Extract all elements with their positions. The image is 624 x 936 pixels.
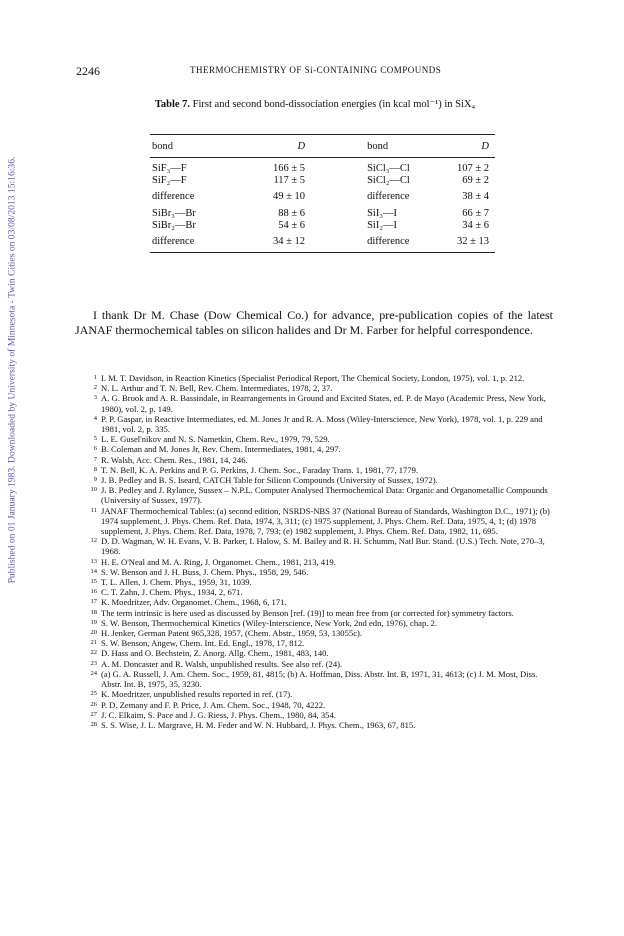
running-title: THERMOCHEMISTRY OF Si-CONTAINING COMPOUNDS [190,65,442,75]
table-row [150,204,495,220]
table-cell: SiCl₃—Cl [367,163,410,174]
reference-number: 26 [90,700,97,708]
reference-text: S. W. Benson, Angew, Chem. Int. Ed. Engl., 1978, 17, 812. [101,638,305,649]
table-row [150,175,495,187]
table-cell: 38 ± 4 [462,191,489,203]
reference-number: 19 [90,618,97,626]
table-cell: SiBr₂—Br [152,219,196,231]
page-number: 2246 [76,64,100,78]
reference-item [75,669,553,689]
reference-text: A. G. Brook and A. R. Bassindale, in Rearrangements in Ground and Excited States, ed. P. de Mayo (Academic Press, New York, 1980), vol. 2, p. 149. [101,393,546,414]
reference-number: 14 [90,567,97,575]
reference-number: 13 [90,557,97,565]
reference-number: 25 [90,690,97,698]
table-cell: SiI₃—I [367,207,397,219]
reference-text: J. B. Pedley and J. Rylance, Sussex – N.P.L. Computer Analysed Thermochemical Data: Organic and Organometallic Compounds (University of Sussex, 1977). [101,485,548,506]
reference-item [75,465,553,475]
table-row [150,187,495,203]
table-cell: 166 ± 5 [273,163,306,174]
table-cell: SiCl₂—Cl [367,175,410,187]
reference-item [75,444,553,454]
reference-number: 24 [90,669,97,677]
reference-number: 21 [90,639,97,647]
reference-number: 1 [93,374,97,381]
table-cell: difference [152,191,195,203]
table-cell: SiBr₃—Br [152,207,196,219]
table-cell: 34 ± 6 [462,219,489,231]
table-row [150,220,495,232]
reference-text: (a) G. A. Russell, J. Am. Chem. Soc., 1959, 81, 4815; (b) A. Hoffman, Diss. Abstr. Int. B, 1971, 31, 4613; (c) J. M. Most, Diss. Abstr. Int. B, 1975, 35, 3230. [101,668,538,690]
reference-item [75,475,553,485]
table-row [150,232,495,253]
bond-energy-table [150,134,495,253]
table-cell: SiI₂—I [367,219,397,231]
reference-item [75,628,553,638]
reference-text: J. C. Elkaim, S. Pace and J. G. Riess, J. Phys. Chem., 1980, 84, 354. [101,709,336,720]
reference-text: D. Hass and O. Bechstein, Z. Anorg. Allg. Chem., 1981, 483, 140. [101,648,329,659]
reference-number: 23 [90,659,97,667]
table-label: Table 7. [154,99,191,110]
reference-item [75,659,553,669]
reference-list [75,373,553,730]
reference-item [75,434,553,444]
reference-number: 2 [93,384,97,392]
reference-item [75,710,553,720]
reference-text: T. N. Bell, K. A. Perkins and P. G. Perkins, J. Chem. Soc., Faraday Trans. 1, 1981, 77, 1779. [101,464,419,475]
reference-text: H. Jenker, German Patent 965,328, 1957, (Chem. Abstr., 1959, 53, 13055c). [101,628,363,639]
reference-text: B. Coleman and M. Jones Jr, Rev. Chem. Intermediates, 1981, 4, 297. [101,444,341,455]
reference-number: 20 [90,629,97,637]
reference-text: J. B. Pedley and B. S. Iseard, CATCH Table for Silicon Compounds (University of Sussex, 1972). [101,475,438,486]
reference-text: P. D. Zemany and F. P. Price, J. Am. Chem. Soc., 1948, 70, 4222. [101,699,326,710]
reference-item [75,373,553,383]
table-cell: difference [323,232,446,253]
reference-item [75,557,553,567]
table-cell: 88 ± 6 [278,207,306,219]
acknowledgement: I thank Dr M. Chase (Dow Chemical Co.) for advance, pre-publication copies of the latest JANAF thermochemical tables on silicon halides and Dr M. Farber for helpful correspondence. [75,308,553,338]
table-row [150,158,495,176]
reference-number: 18 [90,608,97,616]
table-caption [150,98,480,111]
reference-item [75,700,553,710]
download-watermark-text: Published on 01 January 1983. Downloaded by University of Minnesota - Twin Cities on 03/08/2013 15:16:36. [6,156,18,584]
reference-item [75,618,553,628]
reference-item [75,587,553,597]
reference-number: 5 [93,435,97,443]
reference-number: 22 [90,649,97,657]
reference-item [75,597,553,607]
reference-text: K. Moedritzer, Adv. Organomet. Chem., 1968, 6, 171. [101,597,287,608]
reference-item [75,689,553,699]
table-header-row [150,135,495,158]
table-cell: 34 ± 12 [239,232,323,253]
table-cell: difference [367,191,410,203]
reference-item [75,608,553,618]
reference-number: 4 [93,414,97,422]
reference-text: The term intrinsic is here used as discussed by Benson [ref. (19)] to mean free from (or corrected for) symmetry factors. [101,607,514,618]
table-cell: SiF₂—F [152,175,187,187]
reference-item [75,393,553,413]
reference-text: D. D. Wagman, W. H. Evans, V. B. Parker, I. Halow, S. M. Bailey and R. H. Schumm, Natl Bur. Stand. (U.S.) Tech. Note, 270–3, 1968. [101,536,545,557]
reference-number: 16 [90,588,97,596]
reference-text: I. M. T. Davidson, in Reaction Kinetics (Specialist Periodical Report, The Chemical Society, London, 1975), vol. 1, p. 212. [101,373,525,383]
column-header: D [239,135,323,158]
reference-text: H. E. O'Neal and M. A. Ring, J. Organomet. Chem., 1981, 213, 419. [101,556,336,567]
table-cell: 69 ± 2 [462,175,489,187]
reference-item [75,577,553,587]
reference-item [75,536,553,556]
table-cell: SiF₃—F [152,163,187,174]
reference-item [75,383,553,393]
table-cell: 107 ± 2 [456,163,489,174]
reference-item [75,648,553,658]
reference-item [75,638,553,648]
reference-text: T. L. Allen, J. Chem. Phys., 1959, 31, 1039. [101,577,252,588]
column-header: D [447,135,495,158]
reference-item [75,455,553,465]
table-cell: difference [150,232,239,253]
reference-item [75,567,553,577]
reference-number: 11 [90,506,97,514]
reference-text: S. W. Benson and J. H. Buss, J. Chem. Phys., 1958, 29, 546. [101,566,309,577]
reference-text: R. Walsh, Acc. Chem. Res., 1981, 14, 246. [101,454,248,465]
column-header: bond [150,135,239,158]
table-cell: 49 ± 10 [273,191,306,203]
reference-text: P. P. Gaspar, in Reactive Intermediates, ed. M. Jones Jr and R. A. Moss (Wiley-Interscience, New York), 1978, vol. 1, p. 229 and 1981, vol. 2, p. 335. [101,413,543,435]
reference-number: 15 [90,578,97,586]
reference-item [75,414,553,434]
table-cell: 32 ± 13 [447,232,495,253]
reference-text: A. M. Doncaster and R. Walsh, unpublished results. See also ref. (24). [101,658,343,669]
reference-text: S. W. Benson, Thermochemical Kinetics (Wiley-Interscience, New York, 2nd edn, 1976), chap. 2. [101,617,438,628]
reference-number: 10 [90,486,97,494]
reference-item [75,485,553,505]
reference-item [75,720,553,730]
table-caption-text: First and second bond-dissociation energies (in kcal mol⁻¹) in SiX₄ [192,99,476,110]
reference-text: N. L. Arthur and T. N. Bell, Rev. Chem. Intermediates, 1978, 2, 37. [101,383,333,394]
reference-number: 17 [90,598,97,606]
reference-number: 6 [93,445,97,453]
reference-text: JANAF Thermochemical Tables: (a) second edition, NSRDS-NBS 37 (National Bureau of Standards, Washington D.C., 1971); (b) 1974 supplement, J. Phys. Chem. Ref. Data, 1974, 3, 311; (c) 1975 supplement, J. Phys. Chem. Ref. Data, 1975, 4, 1; (d) 1978 supplement, J. Phys. Chem. Ref. Data, 1978, 7, 793; (e) 1982 supplement, J. Phys. Chem. Ref. Data, 1982, 11, 695. [101,505,550,537]
table-cell: 117 ± 5 [273,175,306,187]
reference-number: 12 [90,537,97,545]
reference-number: 7 [93,455,97,463]
reference-number: 28 [90,720,97,728]
reference-number: 9 [93,476,97,484]
reference-text: S. S. Wise, J. L. Margrave, H. M. Feder and W. N. Hubbard, J. Phys. Chem., 1963, 67, 815. [101,719,416,730]
reference-text: K. Moedritzer, unpublished results reported in ref. (17). [101,689,293,700]
column-header: bond [323,135,446,158]
reference-number: 3 [93,394,97,402]
reference-number: 27 [90,710,97,718]
table-cell: 66 ± 7 [462,207,489,219]
download-watermark [2,110,22,630]
reference-number: 8 [93,465,97,473]
reference-item [75,506,553,537]
table-cell: 54 ± 6 [278,219,306,231]
reference-text: C. T. Zahn, J. Chem. Phys., 1934, 2, 671. [101,587,243,598]
reference-text: L. E. Gusel'nikov and N. S. Nametkin, Chem. Rev., 1979, 79, 529. [101,434,330,445]
